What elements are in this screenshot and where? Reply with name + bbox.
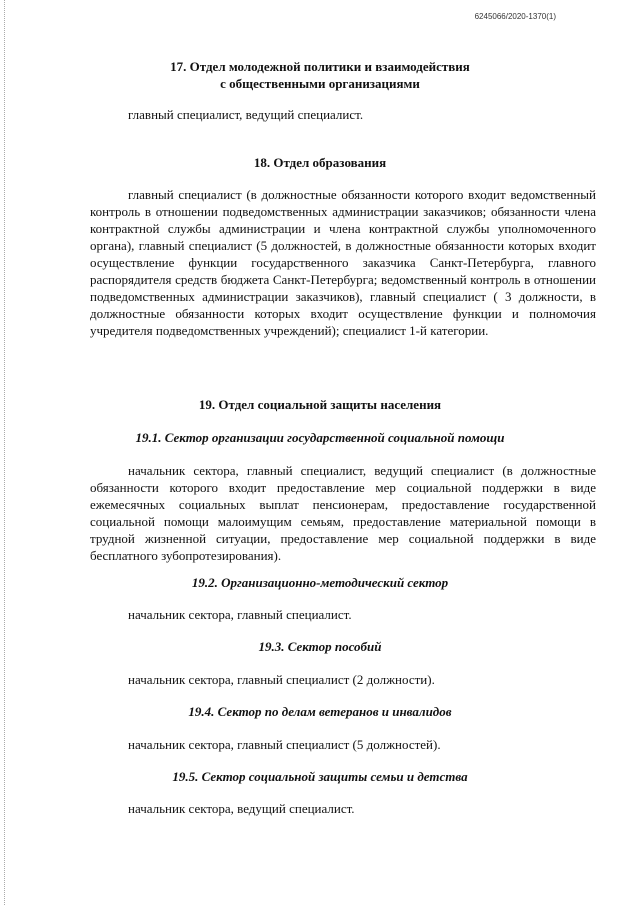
- section-19-4-text: начальник сектора, главный специалист (5 должностей).: [128, 737, 441, 752]
- section-18-title: 18. Отдел образования: [253, 155, 387, 170]
- section-17-text: главный специалист, ведущий специалист.: [128, 107, 364, 122]
- section-19-1-title: 19.1. Сектор организации государственной социальной помощи: [135, 430, 505, 445]
- section-19-2-title: 19.2. Организационно-методический сектор: [191, 575, 449, 590]
- section-19-title: 19. Отдел социальной защиты населения: [198, 397, 442, 412]
- section-19-1-text: начальник сектора, главный специалист, ведущий специалист (в должностные обязанности которого входит предоставление мер социальной поддержки в виде ежемесячных социальных выплат пенсионерам, предоставление государственной социальной помощи малоимущим семьям, предоставление материальной помощи в трудной жизненной ситуации, предоставление мер социальной поддержки в виде бесплатного зубопротезирования).: [90, 463, 596, 563]
- section-19-2-text: начальник сектора, главный специалист.: [128, 607, 352, 622]
- section-19-3-title: 19.3. Сектор пособий: [258, 639, 382, 654]
- section-19-4-title: 19.4. Сектор по делам ветеранов и инвалидов: [188, 704, 452, 719]
- section-19-3-text: начальник сектора, главный специалист (2 должности).: [128, 672, 435, 687]
- section-19-5-title: 19.5. Сектор социальной защиты семьи и детства: [172, 769, 468, 784]
- section-19-5-text: начальник сектора, ведущий специалист.: [128, 801, 355, 816]
- section-17-title-line2: с общественными организациями: [220, 76, 420, 91]
- section-17-title-line1: 17. Отдел молодежной политики и взаимодействия: [170, 59, 470, 74]
- document-number: 6245066/2020-1370(1): [474, 12, 556, 21]
- section-18-text: главный специалист (в должностные обязанности которого входит ведомственный контроль в отношении подведомственных администрации заказчиков; обязанности члена контрактной службы администрации и члена контрактной службы уполномоченного органа), главный специалист (5 должностей, в должностные обязанности которых входит осуществление функции государственного заказчика Санкт-Петербурга, главного распорядителя средств бюджета Санкт-Петербурга; ведомственный контроль в отношении подведомственных администрации заказчиков), главный специалист ( 3 должности, в должностные обязанности которых входит осуществление функции и полномочия учредителя подведомственных учреждений); специалист 1-й категории.: [90, 187, 596, 338]
